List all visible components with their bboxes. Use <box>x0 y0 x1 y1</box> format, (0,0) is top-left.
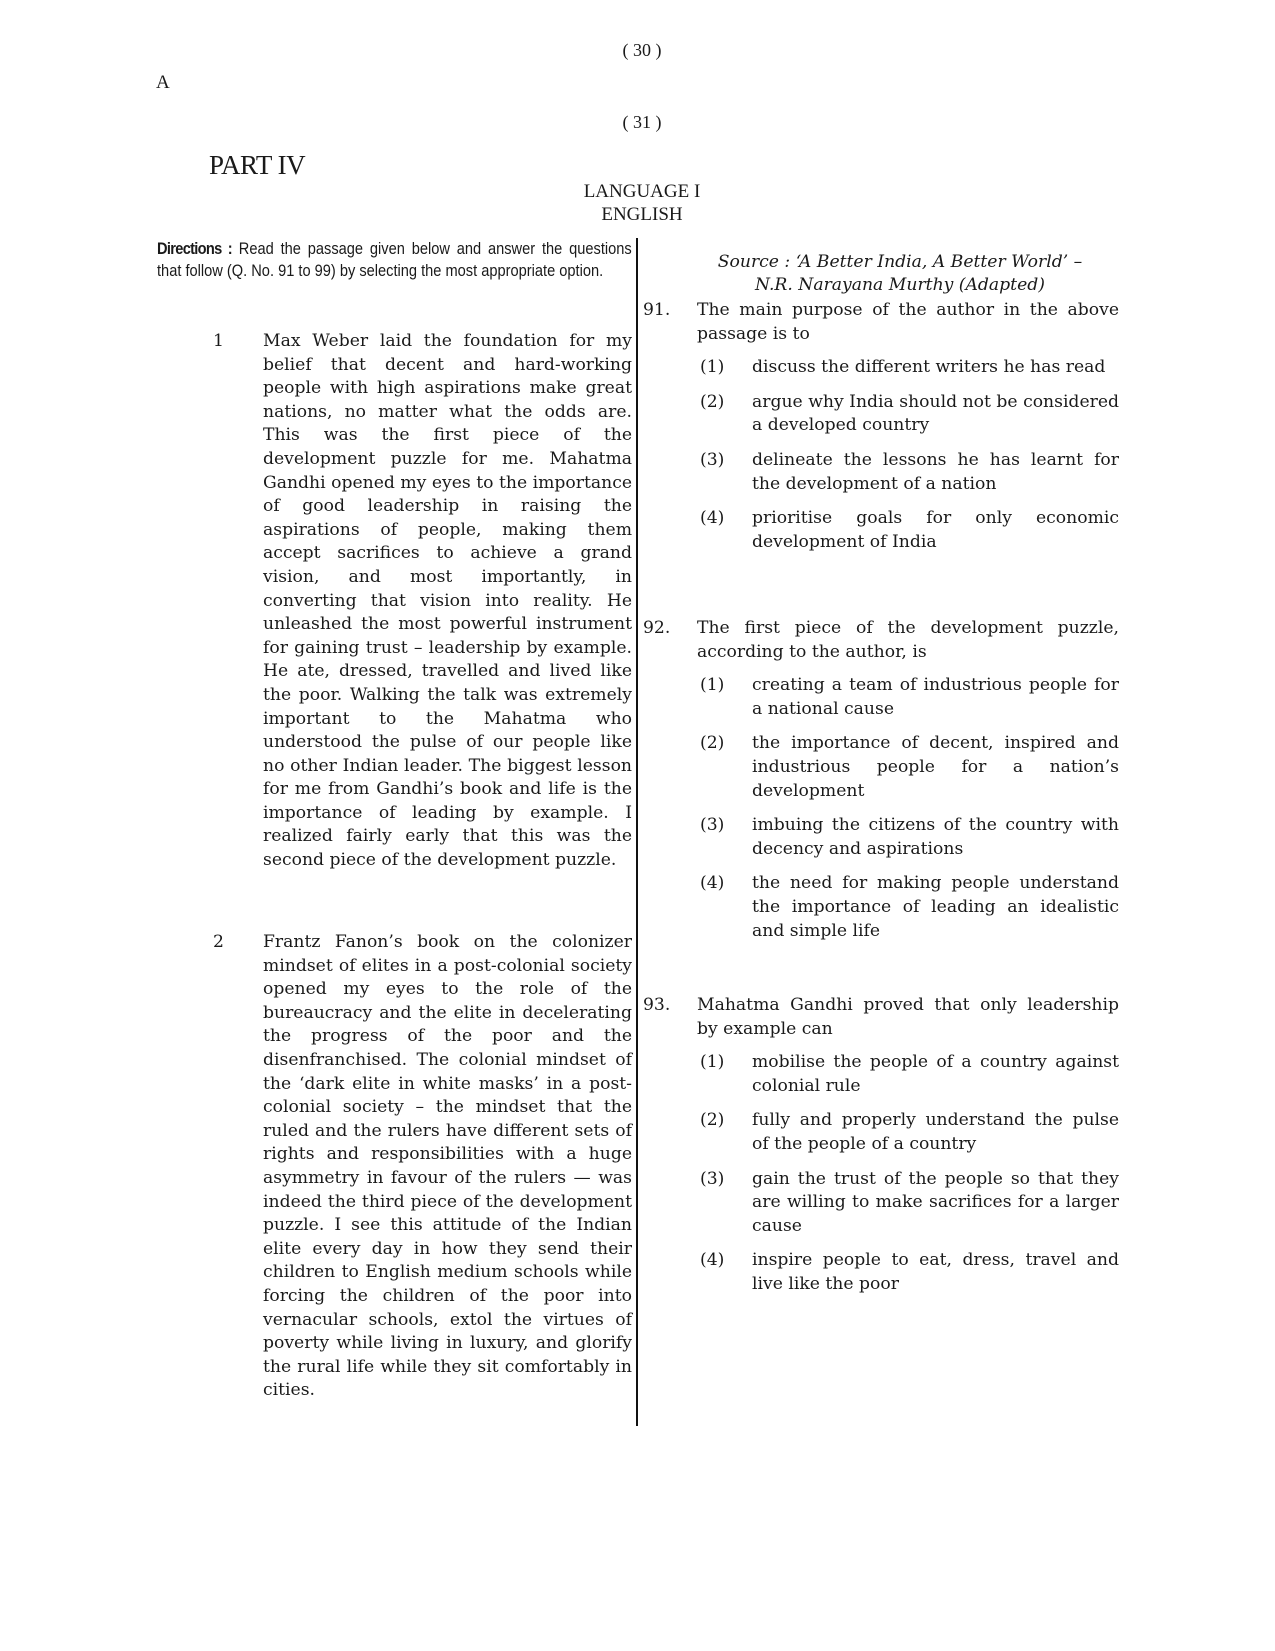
directions <box>157 238 632 282</box>
set-label: A <box>156 72 170 93</box>
question-number: 91. <box>643 300 671 320</box>
option-text: gain the trust of the people so that they are willing to make sacrifices for a larger cause <box>752 1168 1119 1236</box>
option-text: the need for making people understand the importance of leading an idealistic and simple life <box>752 873 1119 941</box>
option-text: mobilise the people of a country against colonial rule <box>752 1052 1119 1096</box>
paragraph-number: 1 <box>213 331 224 351</box>
section-title: LANGUAGE I <box>583 181 701 202</box>
option-2[interactable] <box>700 1109 1119 1156</box>
directions-text: Read the passage given below and answer the questions that follow (Q. No. 91 to 99) by selecting the most appropriate option. <box>157 239 632 280</box>
option-text: delineate the lessons he has learnt for the development of a nation <box>752 449 1119 494</box>
question-text: The main purpose of the author in the above passage is to <box>697 300 1119 344</box>
option-number: (1) <box>700 675 725 696</box>
option-number: (2) <box>700 1110 725 1131</box>
question-91 <box>643 299 1119 565</box>
option-1[interactable] <box>700 356 1119 380</box>
option-2[interactable] <box>700 391 1119 438</box>
question-text: Mahatma Gandhi proved that only leadership by example can <box>697 995 1119 1039</box>
option-number: (4) <box>700 508 725 529</box>
page-number-31: ( 31 ) <box>622 112 662 132</box>
directions-label: Directions : <box>157 239 232 258</box>
option-2[interactable] <box>700 732 1119 803</box>
option-text: argue why India should not be considered a developed country <box>752 391 1119 436</box>
source-line-1: Source : ‘A Better India, A Better World’ – <box>717 252 1083 272</box>
option-1[interactable] <box>700 1051 1119 1098</box>
section-subtitle: ENGLISH <box>601 204 683 225</box>
option-3[interactable] <box>700 449 1119 496</box>
option-text: the importance of decent, inspired and industrious people for a nation’s development <box>752 733 1119 801</box>
option-4[interactable] <box>700 1249 1119 1296</box>
question-text: The first piece of the development puzzle, according to the author, is <box>697 618 1119 662</box>
option-3[interactable] <box>700 1168 1119 1239</box>
question-93 <box>643 994 1119 1308</box>
part-title: PART IV <box>209 150 306 180</box>
paragraph-number: 2 <box>213 932 224 952</box>
option-text: imbuing the citizens of the country with decency and aspirations <box>752 815 1119 859</box>
option-number: (3) <box>700 815 725 836</box>
option-4[interactable] <box>700 507 1119 554</box>
option-text: discuss the different writers he has read <box>752 357 1106 378</box>
option-number: (2) <box>700 391 725 412</box>
question-number: 93. <box>643 995 671 1015</box>
passage-paragraph <box>209 330 632 873</box>
paragraph-text: Max Weber laid the foundation for my belief that decent and hard-working people with high aspirations make great nations, no matter what the odds are. This was the first piece of the development puzzle for me. Mahatma Gandhi opened my eyes to the importance of good leadership in raising the aspirations of people, making them accept sacrifices to achieve a grand vision, and most importantly, in converting that vision into reality. He unleashed the most powerful instrument for gaining trust – leadership by example. He ate, dressed, travelled and lived like the poor. Walking the talk was extremely important to the Mahatma who understood the pulse of our people like no other Indian leader. The biggest lesson for me from Gandhi’s book and life is the importance of leading by example. I realized fairly early that this was the second piece of the development puzzle. <box>263 331 632 871</box>
option-number: (4) <box>700 1250 725 1271</box>
option-number: (3) <box>700 449 725 470</box>
option-1[interactable] <box>700 674 1119 721</box>
question-number: 92. <box>643 618 671 638</box>
option-number: (1) <box>700 357 725 378</box>
option-text: creating a team of industrious people for a national cause <box>752 675 1119 719</box>
column-divider <box>636 238 638 1426</box>
question-92 <box>643 617 1119 954</box>
option-number: (4) <box>700 873 725 894</box>
option-3[interactable] <box>700 814 1119 861</box>
passage-source <box>670 251 1130 297</box>
option-text: prioritise goals for only economic development of India <box>752 508 1119 552</box>
option-text: inspire people to eat, dress, travel and live like the poor <box>752 1250 1119 1294</box>
option-number: (2) <box>700 733 725 754</box>
option-4[interactable] <box>700 872 1119 943</box>
option-number: (3) <box>700 1168 725 1189</box>
paragraph-text: Frantz Fanon’s book on the colonizer mindset of elites in a post-colonial society opened my eyes to the role of the bureaucracy and the elite in decelerating the progress of the poor and the disenfranchised. The colonial mindset of the ‘dark elite in white masks’ in a post-colonial society – the mindset that the ruled and the rulers have different sets of rights and responsibilities with a huge asymmetry in favour of the rulers — was indeed the third piece of the development puzzle. I see this attitude of the Indian elite every day in how they send their children to English medium schools while forcing the children of the poor into vernacular schools, extol the virtues of poverty while living in luxury, and glorify the rural life while they sit comfortably in cities. <box>263 932 632 1401</box>
option-number: (1) <box>700 1052 725 1073</box>
source-line-2: N.R. Narayana Murthy (Adapted) <box>755 275 1045 295</box>
page-number-30: ( 30 ) <box>622 40 662 60</box>
passage-paragraph <box>209 931 632 1403</box>
option-text: fully and properly understand the pulse of the people of a country <box>752 1110 1119 1154</box>
